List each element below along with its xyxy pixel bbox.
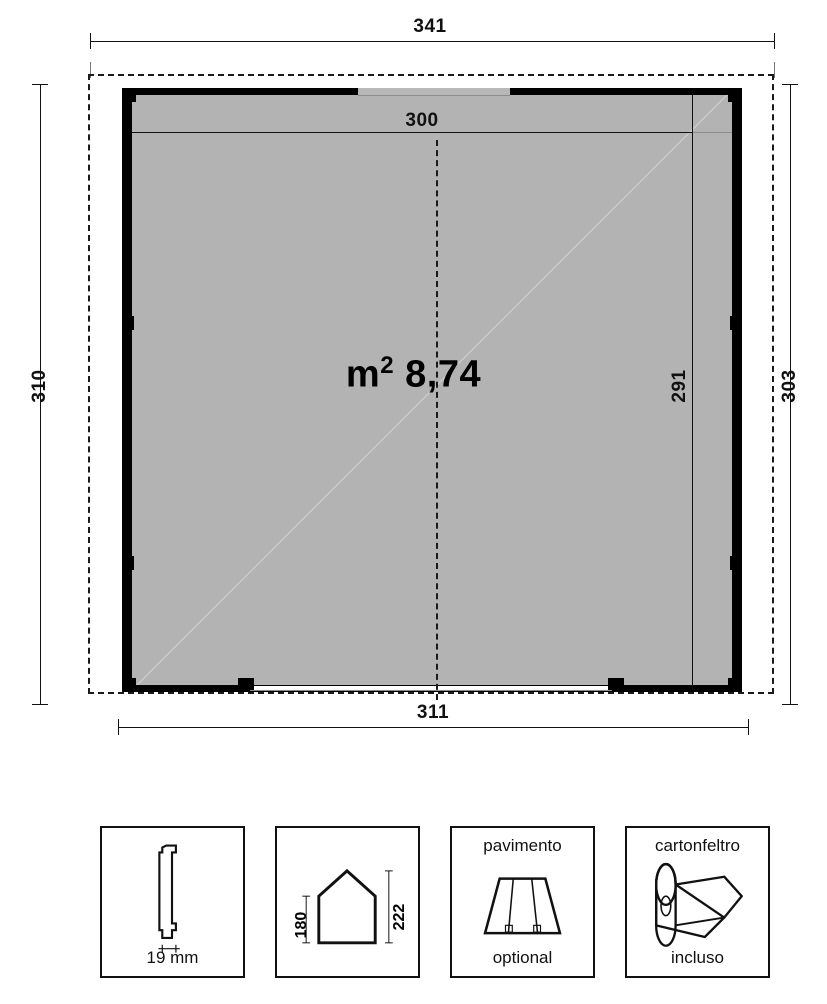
dimension-line-bottom xyxy=(118,727,748,728)
legend-floor-optional xyxy=(450,826,595,978)
dimension-tick xyxy=(32,704,48,705)
opening-top xyxy=(358,88,510,95)
dimension-left: 310 xyxy=(29,369,50,403)
dimension-top-outer: 341 xyxy=(413,16,447,37)
dimension-tick xyxy=(782,84,798,85)
legend-floor-caption-top: pavimento xyxy=(483,836,562,855)
dimension-bottom: 311 xyxy=(416,702,450,723)
dimension-top-inner: 300 xyxy=(405,110,439,131)
post-corner-top-left xyxy=(122,88,136,102)
dimension-right-outer: 303 xyxy=(779,369,800,403)
dimension-tick xyxy=(90,33,91,49)
dimension-line-top-outer xyxy=(90,41,774,42)
area-value: 8,74 xyxy=(405,353,482,396)
post-left-lower xyxy=(122,556,134,570)
centre-axis xyxy=(436,140,438,700)
legend-board-caption: 19 mm xyxy=(146,948,199,967)
legend-wall-height: 180 xyxy=(293,911,310,939)
legend-floor-caption-bottom: optional xyxy=(492,948,553,967)
extension-line xyxy=(774,62,775,78)
legend-ridge-height: 222 xyxy=(391,903,408,931)
area-label xyxy=(0,352,827,397)
dimension-tick xyxy=(118,719,119,735)
area-exponent: 2 xyxy=(380,352,395,379)
post-left-upper xyxy=(122,316,134,330)
dimension-tick xyxy=(782,704,798,705)
dimension-line-right-inner xyxy=(692,95,693,690)
legend-house-profile xyxy=(275,826,420,978)
dimension-line-top-inner xyxy=(132,132,692,133)
area-unit: m xyxy=(345,353,381,396)
dimension-tick xyxy=(748,719,749,735)
post-right-upper xyxy=(730,316,742,330)
inner-outline-bottom xyxy=(250,690,612,691)
dimension-tick xyxy=(774,33,775,49)
post-corner-top-right xyxy=(728,88,742,102)
post-corner-bottom-left xyxy=(122,678,136,692)
post-right-lower xyxy=(730,556,742,570)
legend-roofing-felt xyxy=(625,826,770,978)
opening-top-line xyxy=(358,95,510,96)
post-corner-bottom-right xyxy=(728,678,742,692)
dimension-right-inner: 291 xyxy=(669,369,690,403)
legend-felt-caption-top: cartonfeltro xyxy=(654,836,741,855)
legend-board-thickness xyxy=(100,826,245,978)
dimension-tick xyxy=(32,84,48,85)
legend-row xyxy=(100,826,780,986)
legend-felt-caption-bottom: incluso xyxy=(671,948,724,967)
